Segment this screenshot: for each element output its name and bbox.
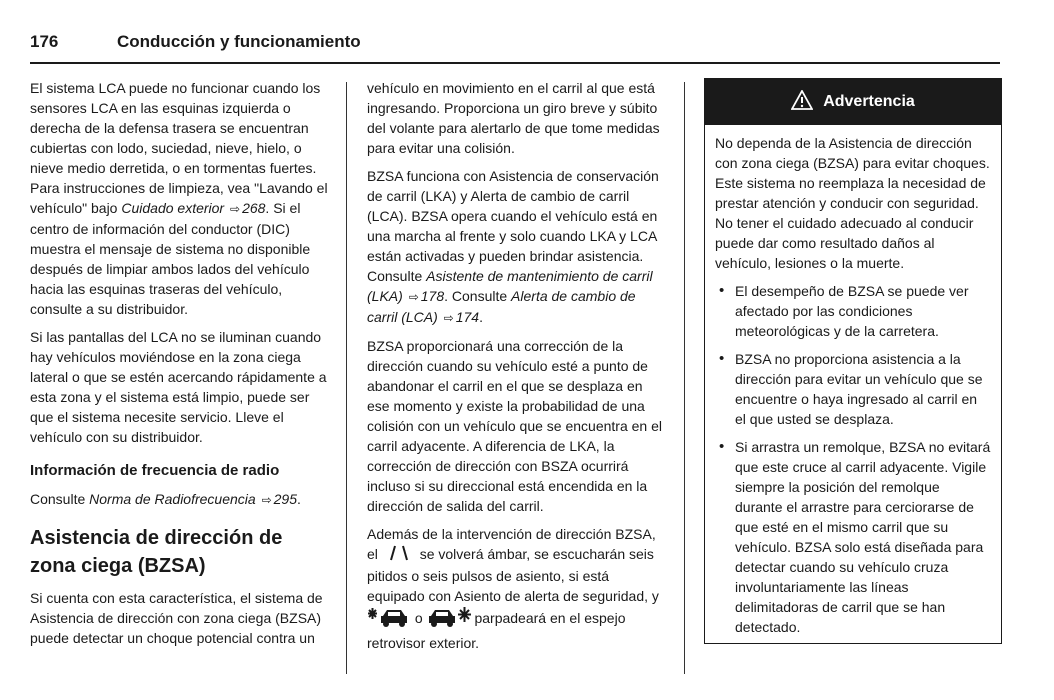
cross-reference[interactable]: Cuidado exterior xyxy=(121,200,225,216)
lane-keep-icon xyxy=(382,545,416,566)
column-divider xyxy=(346,82,347,674)
page-ref-arrow-icon: ⇨ xyxy=(443,311,454,325)
page-reference[interactable]: 295 xyxy=(273,491,297,507)
bzsa-correction-paragraph: BZSA proporcionará una corrección de la dirección cuando su vehículo esté a punto de abandonar el carril en el que se desplaza en ese momento y existe la probabilidad de una colisión con un vehículo que se encuentra en el carril adyacente. A diferencia de LKA, la corrección de dirección con BSZA ocurrirá incluso si su direccional está encendida en la dirección de salida del carril. xyxy=(367,338,662,514)
cross-reference[interactable]: Alerta de cambio de carril (LCA) xyxy=(367,288,636,325)
cross-reference[interactable]: Norma de Radiofrecuencia xyxy=(89,491,256,507)
bzsa-section-heading: Asistencia de dirección de zona ciega (BZSA) xyxy=(30,527,283,577)
lca-cleaning-paragraph: El sistema LCA puede no funcionar cuando los sensores LCA en las esquinas izquierda o derecha de la defensa trasera se encuentran cubiertas con lodo, suciedad, nieve, hielo, o nieve medio derretida, o en tormentas fuertes. Para instrucciones de limpieza, vea "Lavando el vehículo" bajo Cuidado exterior ⇨ 268. Si el centro de información del conductor (DIC) muestra el mensaje de sistema no disponible después de limpiar ambos lados del vehículo hacia las esquinas traseras del vehículo, consulte a su distribuidor. xyxy=(30,80,328,317)
warning-bullet: • El desempeño de BZSA se puede ver afectado por las condiciones meteorológicas y de la carretera. xyxy=(715,281,991,341)
page-ref-arrow-icon: ⇨ xyxy=(261,493,272,507)
radio-frequency-heading: Información de frecuencia de radio xyxy=(30,462,280,479)
column-middle xyxy=(367,78,667,661)
warning-body xyxy=(705,125,1001,637)
page-reference[interactable]: 178 xyxy=(420,288,445,304)
column-divider xyxy=(684,82,685,674)
warning-bullet: • Si arrastra un remolque, BZSA no evitará que este cruce al carril adyacente. Vigile siempre la posición del remolque durante el arrastre para cerciorarse de que esté en el mismo carril que su vehículo. BZSA solo está diseñada para detectar cuando su vehículo cruza involuntariamente las líneas delimitadoras de carril que se han detectado. xyxy=(715,437,991,637)
bzsa-alerts-paragraph: Además de la intervención de dirección BZSA, el se volverá ámbar, se escucharán seis pitidos o seis pulsos de asiento, si está equipado con Asiento de alerta de seguridad, y o parpadeará en el espejo retrovisor exterior. xyxy=(367,526,659,651)
radio-frequency-paragraph: Consulte Norma de Radiofrecuencia ⇨ 295. xyxy=(30,489,330,510)
warning-triangle-icon xyxy=(791,90,823,115)
column-left xyxy=(30,78,330,656)
page-header xyxy=(30,32,1000,64)
cross-reference[interactable]: Asistente de mantenimiento de carril (LKA) xyxy=(367,268,653,304)
side-blind-zone-alert-icon xyxy=(367,606,411,633)
warning-title: Advertencia xyxy=(823,93,915,110)
warning-bullet-list xyxy=(715,281,991,637)
side-blind-zone-alert-icon xyxy=(427,606,471,633)
page-number: 176 xyxy=(30,32,59,51)
warning-intro: No dependa de la Asistencia de dirección con zona ciega (BZSA) para evitar choques. Este sistema no reemplaza la necesidad de prestar atención y conducir con seguridad. No tener el cuidado adecuado al conducir puede dar como resultado daños al vehículo, lesiones o la muerte. xyxy=(715,135,990,271)
lca-service-paragraph: Si las pantallas del LCA no se iluminan cuando hay vehículos moviéndose en la zona ciega lateral o que se estén acercando rápidamente a esta zona y el sistema está limpio, puede ser que el sistema necesite servicio. Lleve el vehículo con su distribuidor. xyxy=(30,329,327,445)
bzsa-operation-paragraph: BZSA funciona con Asistencia de conservación de carril (LKA) y Alerta de cambio de carril (LCA). BZSA opera cuando el vehículo está en una marcha al frente y solo cuando LKA y LCA están activadas y pueden brindar asistencia. Consulte Asistente de mantenimiento de carril (LKA) ⇨ 178. Consulte Alerta de cambio de carril (LCA) ⇨ 174. xyxy=(367,166,667,328)
warning-header xyxy=(705,79,1001,125)
chapter-title: Conducción y funcionamiento xyxy=(117,32,361,51)
bzsa-continued-paragraph: vehículo en movimiento en el carril al que está ingresando. Proporciona un giro breve y súbito del volante para alertarlo de que tome medidas para evitar una colisión. xyxy=(367,80,660,156)
bzsa-intro-paragraph: Si cuenta con esta característica, el sistema de Asistencia de dirección con zona ciega (BZSA) puede detectar un choque potencial contra un xyxy=(30,590,323,646)
page-reference[interactable]: 174 xyxy=(455,309,480,325)
page-ref-arrow-icon: ⇨ xyxy=(230,202,241,216)
page-reference[interactable]: 268 xyxy=(242,200,266,216)
page-ref-arrow-icon: ⇨ xyxy=(408,290,419,304)
warning-bullet: • BZSA no proporciona asistencia a la dirección para evitar un vehículo que se encuentre o haya ingresado al carril en el que usted se desplaza. xyxy=(715,349,991,429)
warning-box xyxy=(704,78,1002,644)
